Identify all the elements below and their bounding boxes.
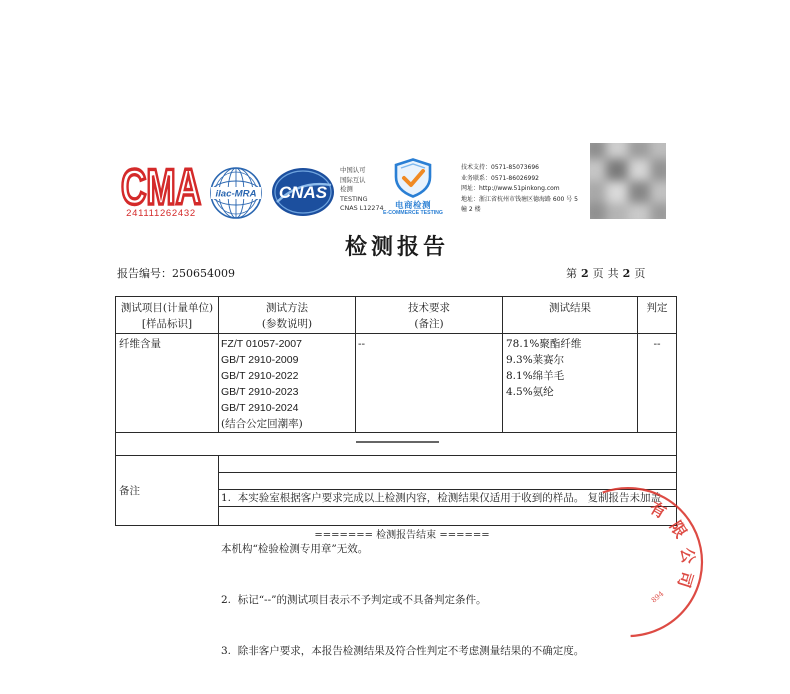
contact-info: [461, 163, 578, 216]
ilac-mra-logo: [209, 166, 263, 220]
cma-logo: [120, 163, 202, 221]
cell-requirement: --: [358, 338, 366, 350]
method-note: (结合公定回潮率): [221, 418, 303, 430]
header-test-method: [219, 300, 355, 332]
remarks-label: 备注: [119, 485, 140, 497]
method-line: GB/T 2910-2023: [221, 386, 299, 398]
cma-mark-icon: [120, 163, 202, 207]
total-pages: 2: [622, 267, 631, 280]
method-line: GB/T 2910-2024: [221, 402, 299, 414]
cell-test-methods: [221, 336, 303, 432]
header-line: 技术要求: [408, 302, 450, 314]
result-line: 78.1%聚酯纤维: [506, 338, 582, 350]
remark-line: 1. 本实验室根据客户要求完成以上检测内容，检测结果仅适用于收到的样品。 复制报告未加盖: [221, 492, 662, 504]
header-line: (备注): [414, 318, 444, 330]
shield-check-icon: [392, 158, 434, 198]
cell-results: [506, 336, 581, 400]
result-line: 4.5%氨纶: [506, 386, 554, 398]
method-line: GB/T 2910-2022: [221, 370, 299, 382]
contact-support-phone: 技术支持：0571-85073696: [461, 164, 539, 171]
report-number: [117, 267, 239, 281]
ilac-globe-icon: [209, 166, 263, 220]
seal-char: 司: [673, 569, 697, 590]
cma-certificate-number: 241111262432: [126, 208, 196, 219]
cnas-logo: [270, 166, 336, 218]
cell-test-item: 纤维含量: [119, 338, 161, 350]
seal-char: 限: [665, 517, 691, 542]
cnas-caption-line: CNAS L12274: [340, 204, 384, 213]
cnas-caption-line: 中国认可: [340, 166, 366, 174]
cnas-mark-text: CNAS: [278, 183, 328, 202]
page-indicator: [566, 267, 649, 281]
remark-line: 本机构“检验检测专用章”无效。: [221, 543, 369, 555]
seal-char: 公: [677, 546, 698, 565]
current-page: 2: [581, 267, 589, 280]
ilac-mark-text: ilac-MRA: [215, 188, 257, 200]
page-prefix: 第: [566, 267, 577, 280]
method-line: GB/T 2910-2009: [221, 354, 299, 366]
header-requirement: [356, 300, 502, 332]
page-title: 检测报告: [344, 234, 449, 260]
header-line: (参数说明): [261, 318, 313, 330]
remark-line: 2. 标记“--”的测试项目表示不予判定或不具备判定条件。: [221, 594, 487, 606]
seal-code: 894: [649, 589, 666, 605]
cnas-mark-icon: [270, 166, 336, 218]
remarks-list: [221, 456, 661, 694]
cnas-caption-line: 检测: [340, 185, 353, 194]
report-number-label: 报告编号：: [117, 267, 172, 280]
header-line: 测试项目(计量单位): [120, 302, 214, 314]
contact-website: 网址：http://www.51pinkong.com: [461, 185, 560, 193]
result-line: 8.1%绵羊毛: [506, 370, 565, 382]
cnas-caption-line: 国际互认: [340, 175, 366, 184]
cma-mark-text: CMA: [121, 163, 201, 207]
table-rule: [637, 297, 638, 432]
table-rule: [218, 455, 219, 525]
ecommerce-testing-logo: [383, 158, 443, 220]
cnas-caption-line: TESTING: [340, 194, 368, 203]
header-test-item: [116, 300, 218, 332]
page-unit: 页: [592, 267, 604, 280]
cell-judgement: --: [653, 338, 661, 350]
table-rule: [116, 432, 676, 433]
page-unit: 页: [634, 267, 646, 280]
header-judgement: [638, 300, 676, 316]
blurred-qr-code: [590, 143, 666, 219]
ecommerce-title: 电商检测: [394, 201, 431, 211]
header-result: [503, 300, 637, 316]
seal-char: 有: [646, 497, 670, 523]
cnas-caption: [340, 166, 384, 214]
header-line: 测试方法: [266, 302, 308, 314]
blank-row-divider: [356, 441, 439, 443]
remark-line: 3. 除非客户要求，本报告检测结果及符合性判定不考虑测量结果的不确定度。: [221, 645, 585, 657]
header-line: [样品标识]: [141, 318, 193, 330]
table-rule: [116, 333, 676, 334]
page-total-label: 共: [607, 267, 619, 280]
method-line: FZ/T 01057-2007: [221, 338, 302, 350]
result-line: 9.3%莱赛尔: [506, 354, 565, 366]
header-line: 测试结果: [549, 302, 591, 314]
contact-address: 地址：浙江省杭州市钱塘区德海路 600 号 5: [461, 195, 578, 203]
contact-address-cont: 幢 2 楼: [461, 206, 481, 214]
contact-business-phone: 业务联系：0571-86026992: [461, 174, 539, 182]
ecommerce-subtitle: E-COMMERCE TESTING: [383, 210, 443, 216]
header-line: 判定: [646, 302, 668, 314]
table-rule: [502, 297, 503, 432]
report-end-marker: ======= 检测报告结束 ======: [314, 530, 490, 541]
report-number-value: 250654009: [172, 267, 235, 280]
